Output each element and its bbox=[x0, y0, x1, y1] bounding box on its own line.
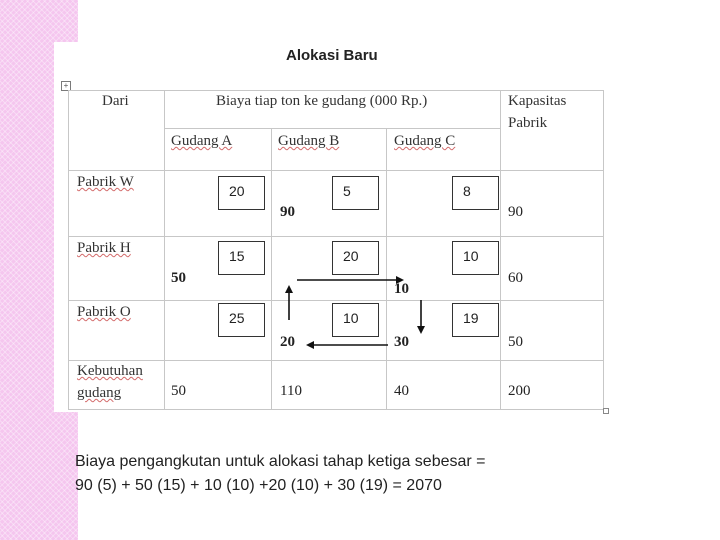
demand-gudang-a: 50 bbox=[171, 383, 186, 399]
demand-label-line1: Kebutuhan bbox=[77, 363, 143, 379]
demand-label-line2: gudang bbox=[77, 385, 122, 401]
cost-box-w-b: 5 bbox=[332, 176, 379, 210]
allocation-h-c: 10 bbox=[394, 281, 409, 297]
header-capacity-line1: Kapasitas bbox=[508, 93, 567, 109]
allocation-table bbox=[68, 90, 604, 410]
cost-box-h-a: 15 bbox=[218, 241, 265, 275]
cost-box-o-c: 19 bbox=[452, 303, 499, 337]
header-gudang-c: Gudang C bbox=[394, 133, 456, 149]
table-move-handle-icon[interactable]: + bbox=[61, 81, 71, 91]
row-label-pabrik-o: Pabrik O bbox=[77, 304, 131, 320]
demand-gudang-b: 110 bbox=[280, 383, 302, 399]
caption-line1: Biaya pengangkutan untuk alokasi tahap ketiga sebesar = bbox=[75, 453, 486, 470]
capacity-h: 60 bbox=[508, 270, 523, 286]
cost-box-h-b: 20 bbox=[332, 241, 379, 275]
cost-box-w-a: 20 bbox=[218, 176, 265, 210]
caption bbox=[75, 450, 615, 498]
row-label-pabrik-h: Pabrik H bbox=[77, 240, 131, 256]
cost-box-o-a: 25 bbox=[218, 303, 265, 337]
header-from: Dari bbox=[102, 93, 129, 109]
caption-line2: 90 (5) + 50 (15) + 10 (10) +20 (10) + 30 (19) = 2070 bbox=[75, 477, 442, 494]
header-gudang-a: Gudang A bbox=[171, 133, 233, 149]
allocation-o-c: 30 bbox=[394, 334, 409, 350]
capacity-w: 90 bbox=[508, 204, 523, 220]
header-cost: Biaya tiap ton ke gudang (000 Rp.) bbox=[216, 93, 428, 109]
header-gudang-b: Gudang B bbox=[278, 133, 340, 149]
loop-arrows bbox=[68, 90, 604, 410]
capacity-o: 50 bbox=[508, 334, 523, 350]
allocation-o-b: 20 bbox=[280, 334, 295, 350]
allocation-w-b: 90 bbox=[280, 204, 295, 220]
row-label-pabrik-w: Pabrik W bbox=[77, 174, 134, 190]
allocation-h-a: 50 bbox=[171, 270, 186, 286]
demand-total: 200 bbox=[508, 383, 531, 399]
demand-gudang-c: 40 bbox=[394, 383, 409, 399]
header-capacity-line2: Pabrik bbox=[508, 115, 548, 131]
slide-title: Alokasi Baru bbox=[286, 47, 378, 64]
cost-box-h-c: 10 bbox=[452, 241, 499, 275]
cost-box-o-b: 10 bbox=[332, 303, 379, 337]
cost-box-w-c: 8 bbox=[452, 176, 499, 210]
resize-handle-icon[interactable] bbox=[603, 408, 609, 414]
